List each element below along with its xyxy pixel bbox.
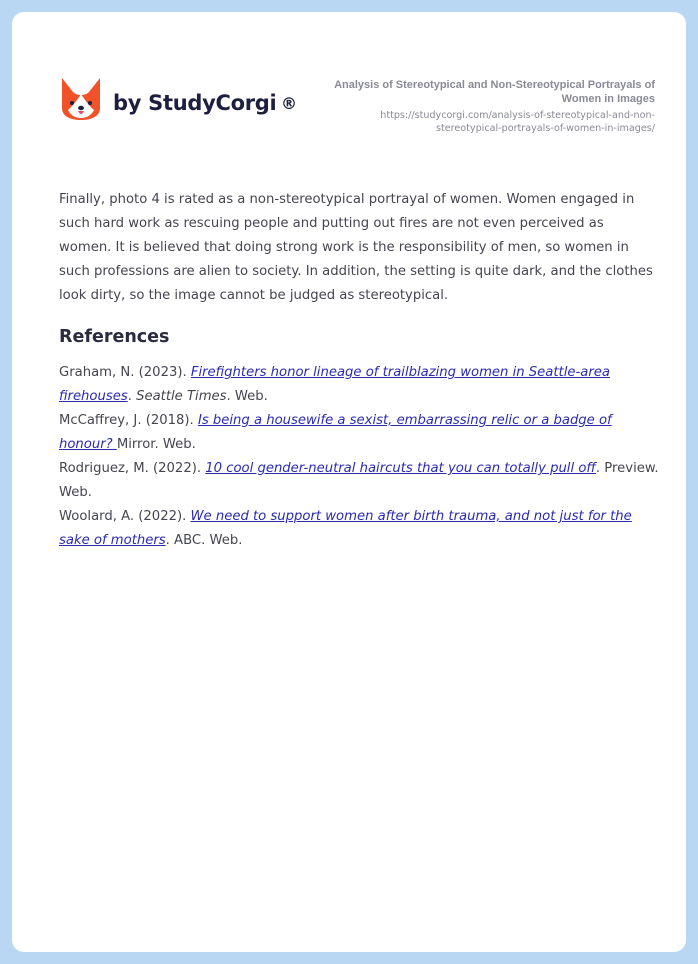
reference-link[interactable]: Is being a housewife a sexist, embarrassing relic or a badge of honour? [59, 413, 612, 452]
reference-author-year: Woolard, A. (2022). [59, 509, 191, 524]
reference-separator: . [127, 389, 137, 404]
reference-source: ABC [174, 533, 202, 548]
document-meta [325, 78, 655, 135]
document-header [59, 72, 655, 142]
reference-item [59, 505, 659, 553]
references-list [59, 361, 659, 553]
reference-suffix: . Web. [201, 533, 243, 548]
references-heading: References [59, 327, 170, 347]
studycorgi-logo[interactable] [59, 76, 276, 122]
reference-link[interactable]: 10 cool gender-neutral haircuts that you can totally pull off [205, 461, 596, 476]
reference-author-year: Rodriguez, M. (2022). [59, 461, 206, 476]
reference-suffix: . Web. [226, 389, 268, 404]
reference-separator: . [595, 461, 605, 476]
document-url[interactable]: https://studycorgi.com/analysis-of-stereotypical-and-non-stereotypical-portrayals-of-women-in-images/ [380, 110, 655, 134]
reference-source: Mirror [116, 437, 155, 452]
brand-name: by StudyCorgi [113, 91, 277, 115]
reference-source: Preview [604, 461, 655, 476]
reference-item [59, 361, 659, 409]
reference-author-year: McCaffrey, J. (2018). [59, 413, 198, 428]
reference-author-year: Graham, N. (2023). [59, 365, 191, 380]
document-content [59, 188, 659, 553]
reference-separator: . [165, 533, 175, 548]
reference-source: Seattle Times [136, 389, 227, 404]
reference-item [59, 457, 659, 505]
registered-mark: ® [281, 94, 297, 113]
body-paragraph: Finally, photo 4 is rated as a non-stereotypical portrayal of women. Women engaged in such hard work as rescuing people and putting out fires are not even perceived as women. It is believed that doing strong work is the responsibility of men, so women in such professions are alien to society. In addition, the setting is quite dark, and the clothes look dirty, so the image cannot be judged as stereotypical. [59, 192, 653, 303]
corgi-logo-icon [59, 76, 103, 122]
document-title: Analysis of Stereotypical and Non-Stereotypical Portrayals of Women in Images [334, 79, 655, 105]
reference-suffix: . Web. [59, 461, 659, 500]
reference-suffix: . Web. [154, 437, 196, 452]
document-card [12, 12, 686, 952]
reference-item [59, 409, 659, 457]
reference-link[interactable]: We need to support women after birth trauma, and not just for the sake of mothers [59, 509, 632, 548]
reference-link[interactable]: Firefighters honor lineage of trailblazing women in Seattle-area firehouses [59, 365, 610, 404]
